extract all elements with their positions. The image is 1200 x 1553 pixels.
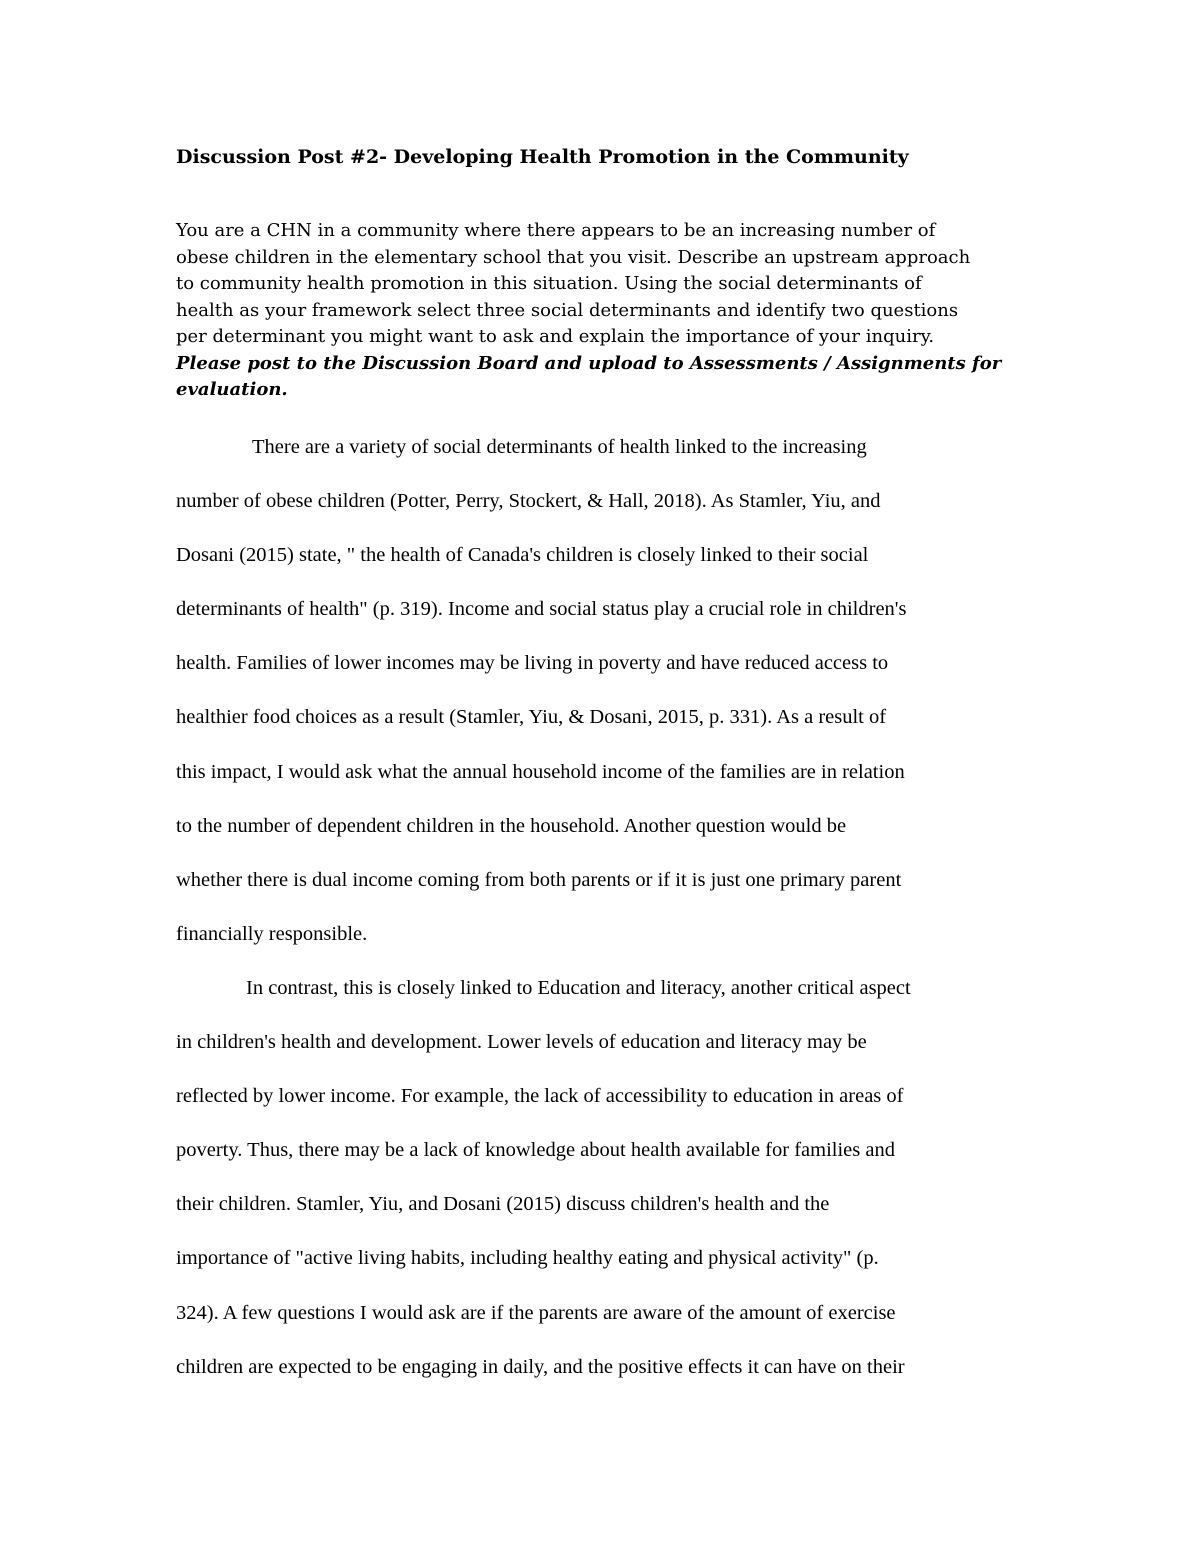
- paragraph-1-line: number of obese children (Potter, Perry, Stockert, & Hall, 2018). As Stamler, Yiu, and: [176, 490, 881, 513]
- paragraph-1-line: There are a variety of social determinants of health linked to the increasing: [252, 436, 867, 458]
- paragraph-2-line: reflected by lower income. For example, the lack of accessibility to education in areas of: [176, 1085, 904, 1108]
- document-title: Discussion Post #2- Developing Health Promotion in the Community: [176, 146, 909, 168]
- response-body: [176, 432, 1036, 1406]
- paragraph-1-line: Dosani (2015) state, " the health of Canada's children is closely linked to their social: [176, 544, 869, 567]
- instruction-line: evaluation.: [176, 379, 288, 400]
- paragraph-2-line: In contrast, this is closely linked to Education and literacy, another critical aspect: [246, 976, 911, 999]
- prompt-line: health as your framework select three social determinants and identify two questions: [176, 299, 959, 321]
- paragraph-1-line: healthier food choices as a result (Stamler, Yiu, & Dosani, 2015, p. 331). As a result of: [176, 706, 887, 729]
- paragraph-1-line: whether there is dual income coming from both parents or if it is just one primary parent: [176, 868, 902, 891]
- prompt-line: obese children in the elementary school that you visit. Describe an upstream approach: [176, 246, 971, 268]
- paragraph-2-line: 324). A few questions I would ask are if the parents are aware of the amount of exercise: [176, 1301, 896, 1324]
- prompt-line: per determinant you might want to ask and explain the importance of your inquiry.: [176, 326, 935, 347]
- instruction-line: Please post to the Discussion Board and upload to Assessments / Assignments for: [176, 352, 1002, 374]
- paragraph-2-line: in children's health and development. Lower levels of education and literacy may be: [176, 1031, 867, 1054]
- paragraph-1-line: to the number of dependent children in the household. Another question would be: [176, 814, 847, 837]
- paragraph-1-line: financially responsible.: [176, 922, 368, 945]
- paragraph-2-line: poverty. Thus, there may be a lack of knowledge about health available for families and: [176, 1139, 895, 1162]
- prompt-line: to community health promotion in this situation. Using the social determinants of: [176, 273, 922, 294]
- paragraph-1-line: this impact, I would ask what the annual household income of the families are in relation: [176, 760, 905, 783]
- paragraph-2-line: children are expected to be engaging in daily, and the positive effects it can have on their: [176, 1355, 905, 1378]
- paragraph-1-line: health. Families of lower incomes may be living in poverty and have reduced access to: [176, 652, 889, 675]
- prompt-line: You are a CHN in a community where there appears to be an increasing number of: [176, 220, 936, 241]
- assignment-prompt: [176, 218, 1036, 404]
- paragraph-2-line: importance of "active living habits, including healthy eating and physical activity" (p.: [176, 1247, 879, 1270]
- paragraph-2-line: their children. Stamler, Yiu, and Dosani (2015) discuss children's health and the: [176, 1193, 830, 1216]
- paragraph-1-line: determinants of health" (p. 319). Income and social status play a crucial role in children's: [176, 598, 907, 621]
